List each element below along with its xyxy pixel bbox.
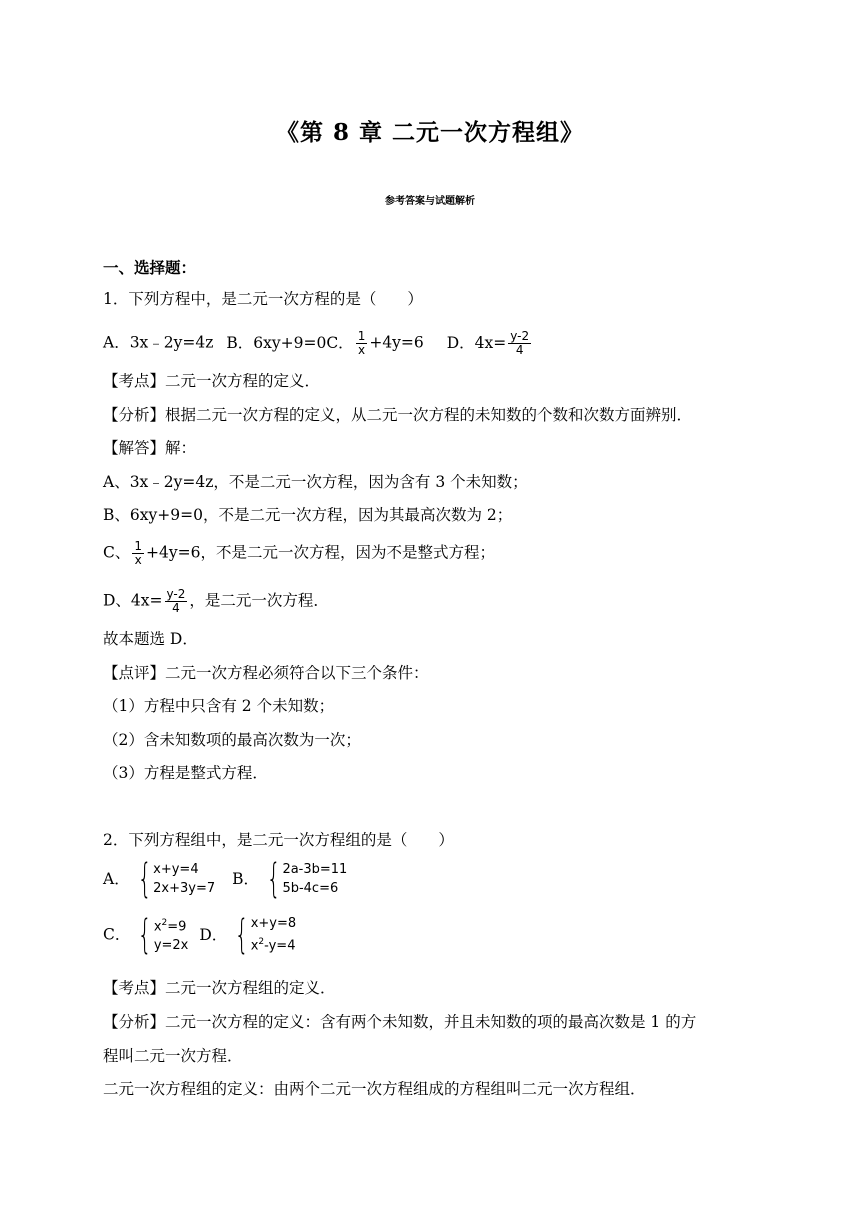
q1-option-c-rest: +4y=6	[369, 333, 424, 352]
equation: 2x+3y=7	[153, 881, 216, 896]
q2-options-ab	[103, 856, 348, 903]
left-brace-icon: {	[138, 911, 153, 958]
exponent: 2	[161, 918, 168, 928]
q2-options-cd	[103, 911, 297, 958]
left-brace-icon: {	[266, 856, 281, 902]
page-subtitle: 参考答案与试题解析	[385, 196, 475, 207]
equation-rest: =9	[167, 919, 187, 935]
sol-d-rest: ，是二元一次方程．	[189, 591, 329, 610]
q1-option-d: D．4x=	[446, 333, 507, 352]
equation: y=2x	[153, 938, 189, 954]
q2-option-b-system	[261, 856, 348, 902]
q1-options	[103, 330, 533, 357]
q1-option-a: A．3x﹣2y=4z	[103, 333, 214, 352]
fraction-denominator: x	[134, 553, 142, 567]
q1-kaodian: 【考点】二元一次方程的定义．	[103, 372, 321, 390]
fraction-numerator: 1	[134, 539, 143, 553]
q2-option-a-label: A．	[103, 870, 130, 888]
q2-kaodian: 【考点】二元一次方程组的定义．	[103, 979, 336, 997]
left-brace-icon: {	[137, 856, 152, 902]
q2-option-a-system	[132, 856, 216, 902]
q2-stem: 2．下列方程组中，是二元一次方程组的是（ ）	[103, 831, 454, 849]
variable: x	[250, 938, 259, 954]
q1-solution-d	[103, 588, 329, 615]
q2-fenxi-line-1: 【分析】二元一次方程的定义：含有两个未知数，并且未知数的项的最高次数是 1 的方	[103, 1013, 697, 1031]
q1-condition-3: （3）方程是整式方程．	[103, 764, 268, 782]
equation	[154, 914, 189, 936]
q1-option-d-fraction	[508, 330, 531, 357]
fraction-numerator: 1	[357, 329, 366, 343]
q2-definition: 二元一次方程组的定义：由两个二元一次方程组成的方程组叫二元一次方程组．	[103, 1080, 646, 1098]
sol-d-prefix: D、4x=	[103, 591, 163, 610]
sol-c-fraction	[132, 540, 144, 567]
q2-fenxi-line-2: 程叫二元一次方程．	[103, 1047, 243, 1065]
q2-option-c-label: C．	[103, 925, 131, 944]
q1-solution-c	[103, 540, 495, 567]
q1-answer: 故本题选 D．	[103, 630, 198, 648]
q1-fenxi: 【分析】根据二元一次方程的定义，从二元一次方程的未知数的个数和次数方面辨别．	[103, 406, 693, 424]
fraction-denominator: x	[357, 343, 366, 357]
q1-solution-b: B、6xy+9=0，不是二元一次方程，因为其最高次数为 2；	[103, 506, 513, 524]
equation	[251, 933, 296, 955]
q2-option-c-system	[132, 911, 189, 958]
q1-jieda: 【解答】解：	[103, 439, 197, 457]
equation: 5b-4c=6	[282, 881, 339, 896]
variable: x	[153, 919, 162, 935]
fraction-denominator: 4	[515, 343, 524, 357]
q1-dianping: 【点评】二元一次方程必须符合以下三个条件：	[103, 664, 429, 682]
fraction-denominator: 4	[172, 601, 180, 615]
sol-c-prefix: C、	[103, 543, 131, 562]
fraction-numerator: y-2	[166, 587, 186, 601]
page-title: 《第 8 章 二元一次方程组》	[275, 119, 585, 146]
q1-stem: 1．下列方程中，是二元一次方程的是（ ）	[103, 290, 423, 308]
equation: x+y=4	[153, 862, 199, 877]
sol-c-rest: +4y=6，不是二元一次方程，因为不是整式方程；	[146, 543, 495, 562]
exponent: 2	[258, 937, 265, 947]
left-brace-icon: {	[234, 911, 249, 958]
section-heading: 一、选择题：	[103, 258, 197, 277]
q2-option-d-label: D．	[199, 925, 228, 944]
q2-option-d-system	[229, 911, 297, 958]
equation-rest: -y=4	[264, 938, 296, 954]
sol-d-fraction	[165, 588, 188, 615]
fraction-numerator: y-2	[510, 329, 530, 343]
q1-condition-2: （2）含未知数项的最高次数为一次；	[103, 731, 361, 749]
q1-condition-1: （1）方程中只含有 2 个未知数；	[103, 697, 335, 715]
q1-option-b: B．6xy+9=0C．	[226, 333, 354, 352]
q1-solution-a: A、3x﹣2y=4z，不是二元一次方程，因为含有 3 个未知数；	[103, 473, 528, 491]
equation: 2a-3b=11	[282, 862, 348, 877]
q2-option-b-label: B．	[232, 870, 259, 888]
equation: x+y=8	[250, 916, 297, 931]
q1-option-c-fraction	[356, 330, 368, 357]
